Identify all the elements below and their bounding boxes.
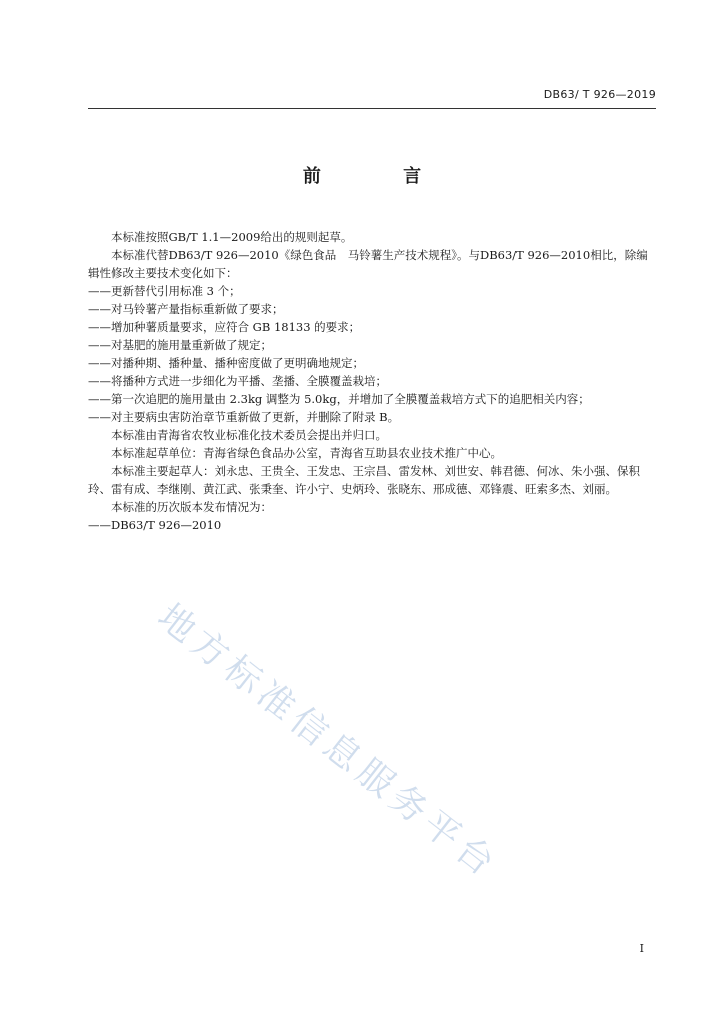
paragraph-replacement: 本标准代替DB63/T 926—2010《绿色食品 马铃薯生产技术规程》。与DB63/T 926—2010相比，除编辑性修改主要技术变化如下：: [88, 248, 648, 280]
document-body: [88, 228, 658, 534]
change-item: ——对马铃薯产量指标重新做了要求；: [88, 302, 284, 316]
change-item: ——更新替代引用标准 3 个；: [88, 284, 241, 298]
page-title: 前 言: [302, 166, 460, 187]
header-standard-code: DB63/ T 926—2019: [543, 88, 656, 101]
paragraph-history-intro: 本标准的历次版本发布情况为：: [111, 500, 272, 514]
page-number: I: [639, 942, 644, 955]
change-item: ——对主要病虫害防治章节重新做了更新，并删除了附录 B。: [88, 410, 400, 424]
change-item: ——增加种薯质量要求，应符合 GB 18133 的要求；: [88, 320, 361, 334]
change-item: ——对基肥的施用量重新做了规定；: [88, 338, 272, 352]
header-rule: [88, 108, 656, 109]
paragraph-drafters: 本标准主要起草人：刘永忠、王贵全、王发忠、王宗昌、雷发林、刘世安、韩君德、何冰、朱小强、保积玲、雷有成、李继刚、黄江武、张秉奎、许小宁、史炳玲、张晓东、邢成德、邓锋震、旺索多杰、刘丽。: [88, 464, 640, 496]
change-item: ——第一次追肥的施用量由 2.3kg 调整为 5.0kg，并增加了全膜覆盖栽培方式下的追肥相关内容；: [88, 392, 590, 406]
watermark: 地方标准信息服务平台: [149, 596, 507, 888]
paragraph-proposer: 本标准由青海省农牧业标准化技术委员会提出并归口。: [111, 428, 387, 442]
paragraph-drafting-rules: 本标准按照GB/T 1.1—2009给出的规则起草。: [111, 230, 353, 244]
change-item: ——将播种方式进一步细化为平播、垄播、全膜覆盖栽培；: [88, 374, 387, 388]
change-item: ——对播种期、播种量、播种密度做了更明确地规定；: [88, 356, 364, 370]
paragraph-drafting-units: 本标准起草单位：青海省绿色食品办公室，青海省互助县农业技术推广中心。: [111, 446, 502, 460]
history-item: ——DB63/T 926—2010: [88, 518, 222, 532]
